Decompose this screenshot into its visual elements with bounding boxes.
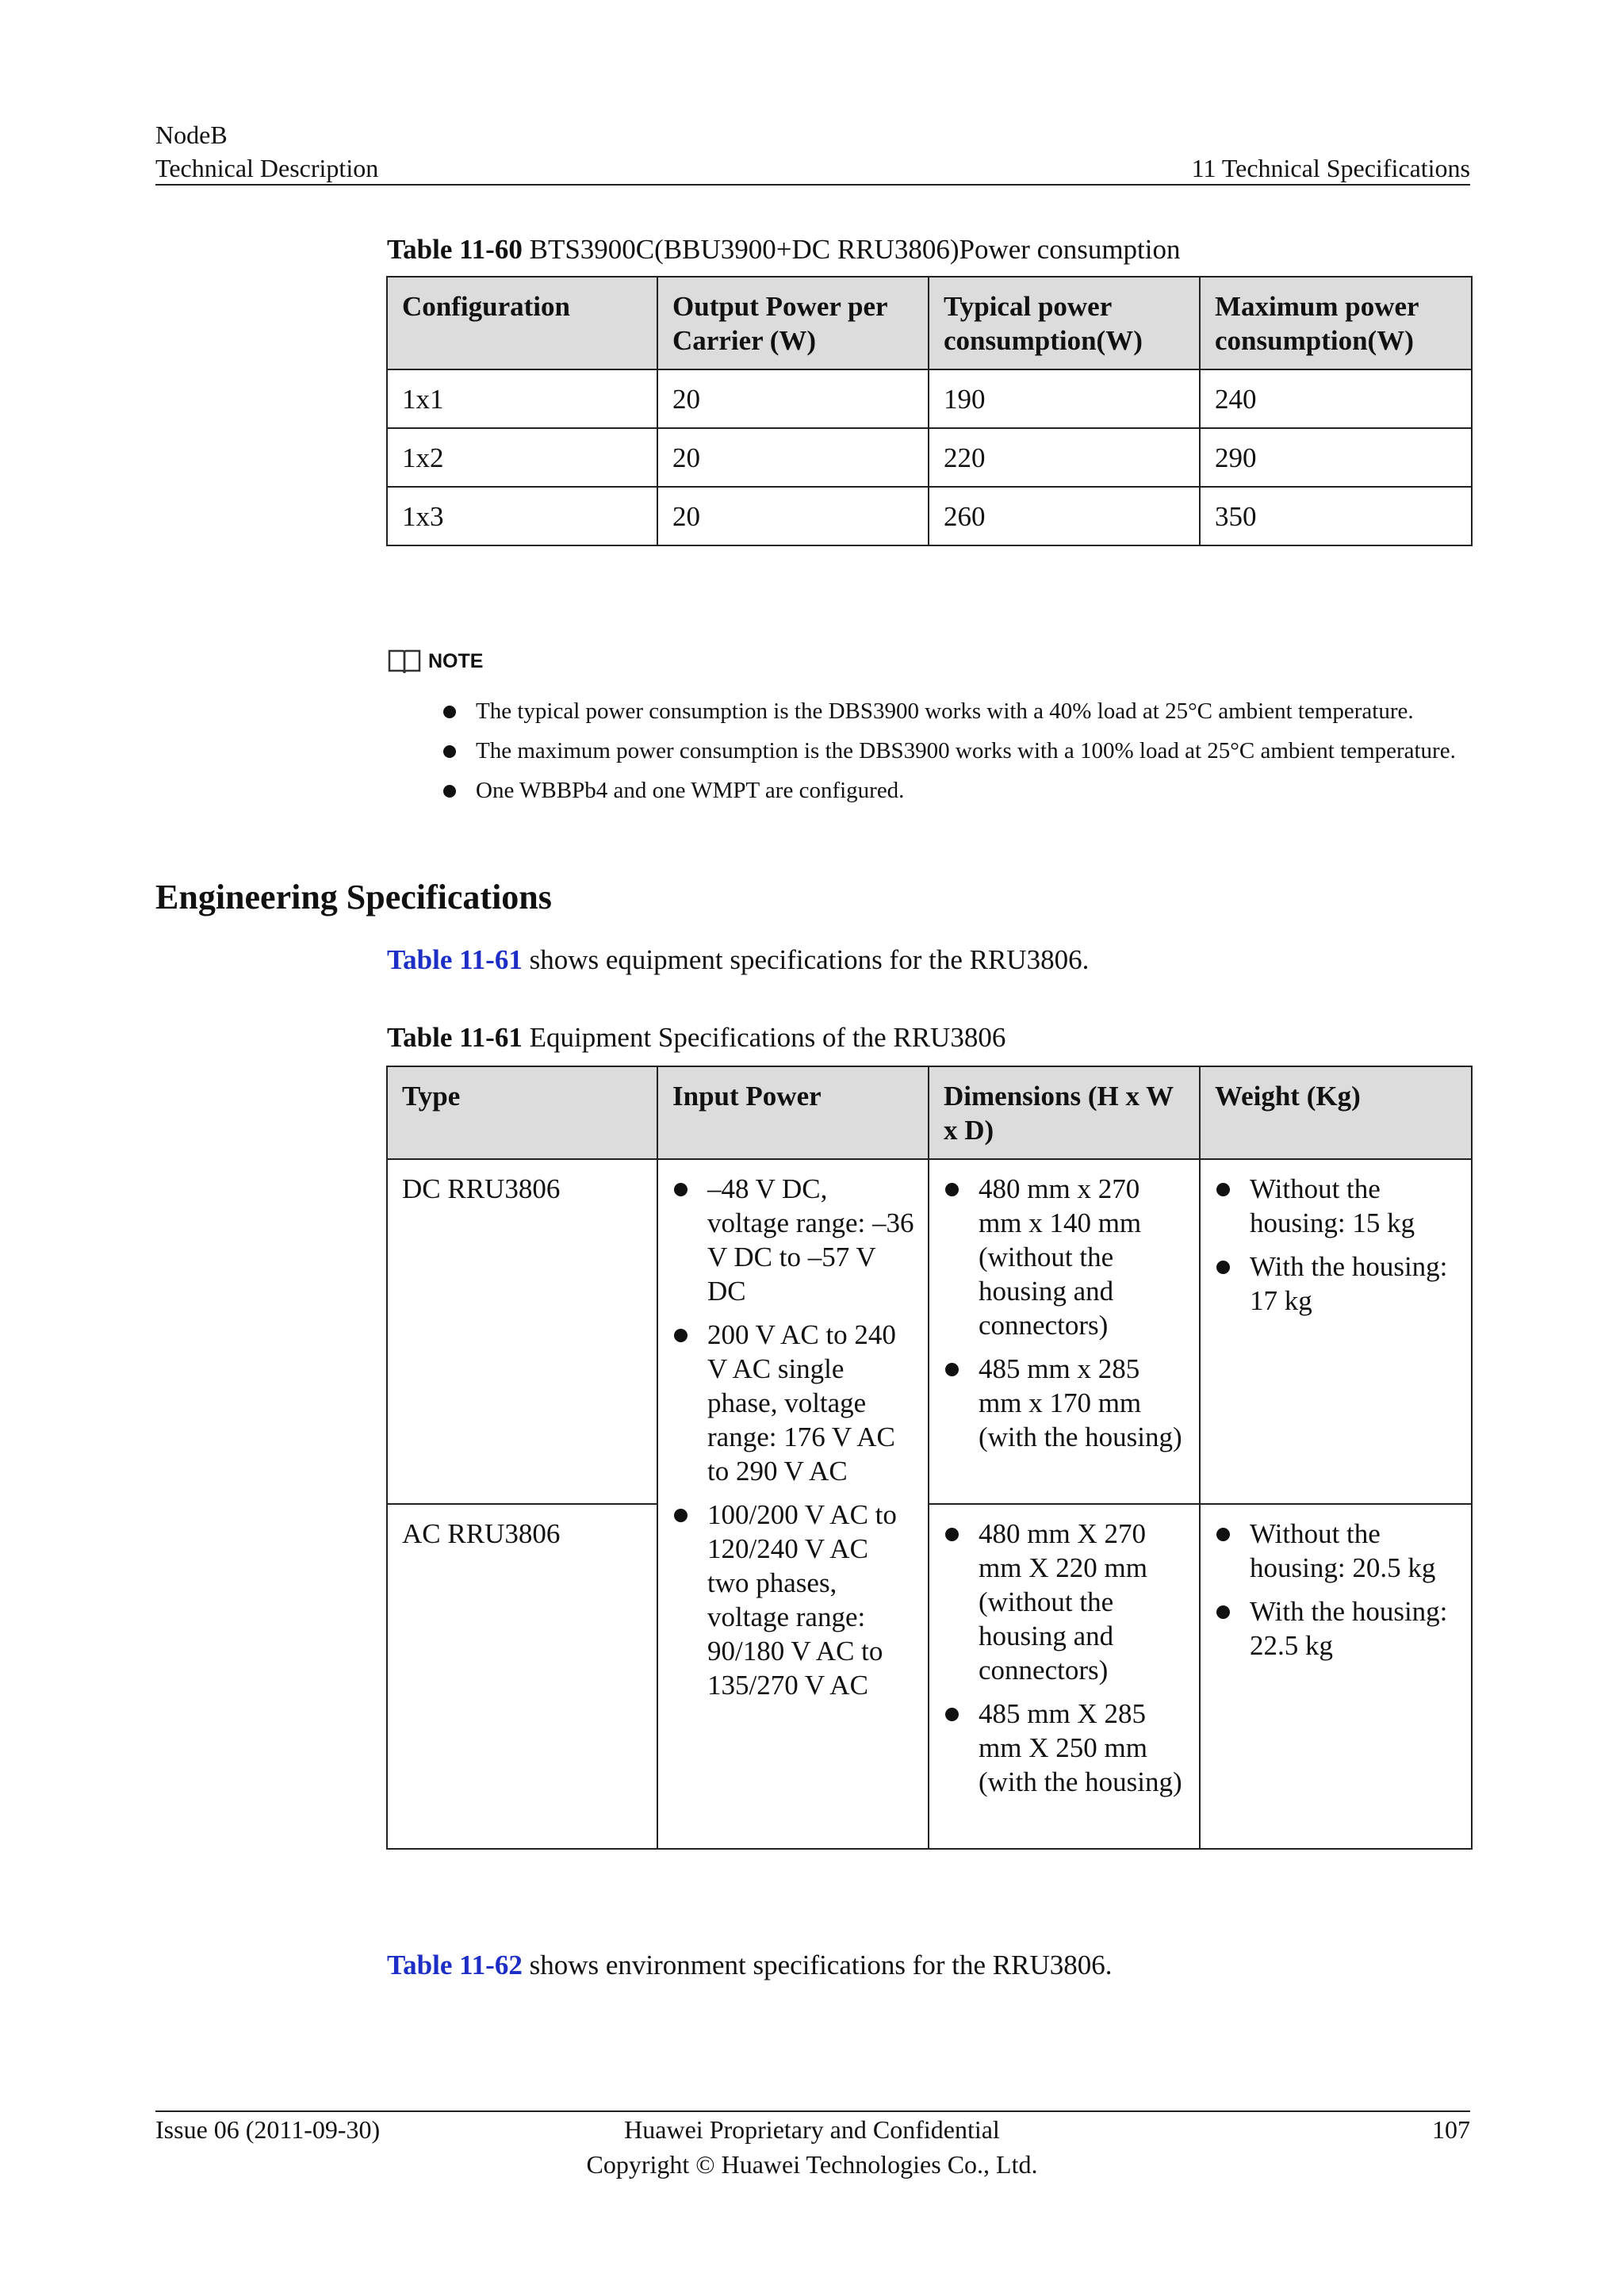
- dimensions-list: [944, 1172, 1186, 1454]
- table-header-row: [387, 1066, 1472, 1159]
- table-cell: 1x3: [387, 487, 657, 545]
- table-cell: 20: [657, 487, 929, 545]
- list-item: 100/200 V AC to 120/240 V AC two phases, voltage range: 90/180 V AC to 135/270 V AC: [672, 1498, 915, 1702]
- column-header: Weight (Kg): [1200, 1066, 1472, 1159]
- header-doc-title: Technical Description: [155, 154, 379, 182]
- column-header: Type: [387, 1066, 657, 1159]
- dimensions-cell: [929, 1159, 1200, 1504]
- page-number: 107: [1432, 2115, 1470, 2144]
- dimensions-list: [944, 1517, 1186, 1799]
- table-cell: 1x2: [387, 428, 657, 487]
- list-item: The typical power consumption is the DBS3900 works with a 40% load at 25°C ambient temperature.: [441, 696, 1480, 726]
- list-item: 200 V AC to 240 V AC single phase, voltage range: 176 V AC to 290 V AC: [672, 1318, 915, 1488]
- table-cell: 20: [657, 369, 929, 428]
- column-header: Dimensions (H x W x D): [929, 1066, 1200, 1159]
- list-item: 480 mm X 270 mm X 220 mm (without the housing and connectors): [944, 1517, 1186, 1687]
- table-cell: 290: [1200, 428, 1472, 487]
- table-header-row: [387, 277, 1472, 369]
- list-item: One WBBPb4 and one WMPT are configured.: [441, 775, 1480, 806]
- footer-confidential: Huawei Proprietary and Confidential: [624, 2115, 1000, 2144]
- table-60-caption-text: BTS3900C(BBU3900+DC RRU3806)Power consumption: [522, 234, 1181, 265]
- column-header: Configuration: [387, 277, 657, 369]
- table-60-caption: [387, 232, 1181, 268]
- note-list: [441, 696, 1480, 806]
- table-cell: 350: [1200, 487, 1472, 545]
- column-header: Input Power: [657, 1066, 929, 1159]
- type-cell: AC RRU3806: [387, 1504, 657, 1849]
- environment-intro: [387, 1947, 1112, 1984]
- table-60-caption-label: Table 11-60: [387, 234, 523, 265]
- table-row: [387, 1159, 1472, 1504]
- footer-copyright: Copyright © Huawei Technologies Co., Ltd.: [586, 2150, 1038, 2179]
- note-heading: [387, 647, 483, 675]
- header-rule: [155, 184, 1470, 186]
- list-item: Without the housing: 20.5 kg: [1215, 1517, 1458, 1585]
- table-61-caption: [387, 1020, 1005, 1056]
- weight-list: [1215, 1172, 1458, 1318]
- table-cell: 1x1: [387, 369, 657, 428]
- header-chapter: 11 Technical Specifications: [1191, 154, 1470, 182]
- equipment-specifications-table: [386, 1066, 1473, 1850]
- table-61-link[interactable]: Table 11-61: [387, 944, 523, 975]
- list-item: The maximum power consumption is the DBS3900 works with a 100% load at 25°C ambient temperature.: [441, 736, 1467, 766]
- list-item: With the housing: 17 kg: [1215, 1249, 1458, 1318]
- table-61-caption-label: Table 11-61: [387, 1022, 523, 1053]
- section-title: Engineering Specifications: [155, 878, 552, 916]
- column-header: Maximum power consumption(W): [1200, 277, 1472, 369]
- list-item: Without the housing: 15 kg: [1215, 1172, 1458, 1240]
- weight-cell: [1200, 1159, 1472, 1504]
- note-label: NOTE: [428, 649, 484, 672]
- header-product: NodeB: [155, 121, 228, 149]
- dimensions-cell: [929, 1504, 1200, 1849]
- environment-intro-text: shows environment specifications for the RRU3806.: [522, 1950, 1113, 1980]
- column-header: Typical power consumption(W): [929, 277, 1200, 369]
- input-power-cell: [657, 1159, 929, 1849]
- table-row: [387, 487, 1472, 545]
- equipment-intro: [387, 942, 1089, 978]
- list-item: With the housing: 22.5 kg: [1215, 1594, 1458, 1663]
- list-item: 485 mm x 285 mm x 170 mm (with the housing): [944, 1352, 1186, 1454]
- book-icon: [387, 647, 422, 675]
- table-cell: 220: [929, 428, 1200, 487]
- table-row: [387, 428, 1472, 487]
- table-cell: 240: [1200, 369, 1472, 428]
- table-row: [387, 1504, 1472, 1849]
- weight-cell: [1200, 1504, 1472, 1849]
- footer-issue: Issue 06 (2011-09-30): [155, 2115, 381, 2144]
- column-header: Output Power per Carrier (W): [657, 277, 929, 369]
- weight-list: [1215, 1517, 1458, 1663]
- type-cell: DC RRU3806: [387, 1159, 657, 1504]
- list-item: 485 mm X 285 mm X 250 mm (with the housing): [944, 1697, 1186, 1799]
- list-item: –48 V DC, voltage range: –36 V DC to –57 V DC: [672, 1172, 915, 1308]
- table-row: [387, 369, 1472, 428]
- table-62-link[interactable]: Table 11-62: [387, 1950, 523, 1980]
- power-consumption-table: [386, 276, 1473, 546]
- list-item: 480 mm x 270 mm x 140 mm (without the housing and connectors): [944, 1172, 1186, 1342]
- input-power-list: [672, 1172, 915, 1702]
- table-cell: 20: [657, 428, 929, 487]
- table-61-caption-text: Equipment Specifications of the RRU3806: [522, 1022, 1006, 1053]
- table-cell: 190: [929, 369, 1200, 428]
- equipment-intro-text: shows equipment specifications for the RRU3806.: [522, 944, 1090, 975]
- table-cell: 260: [929, 487, 1200, 545]
